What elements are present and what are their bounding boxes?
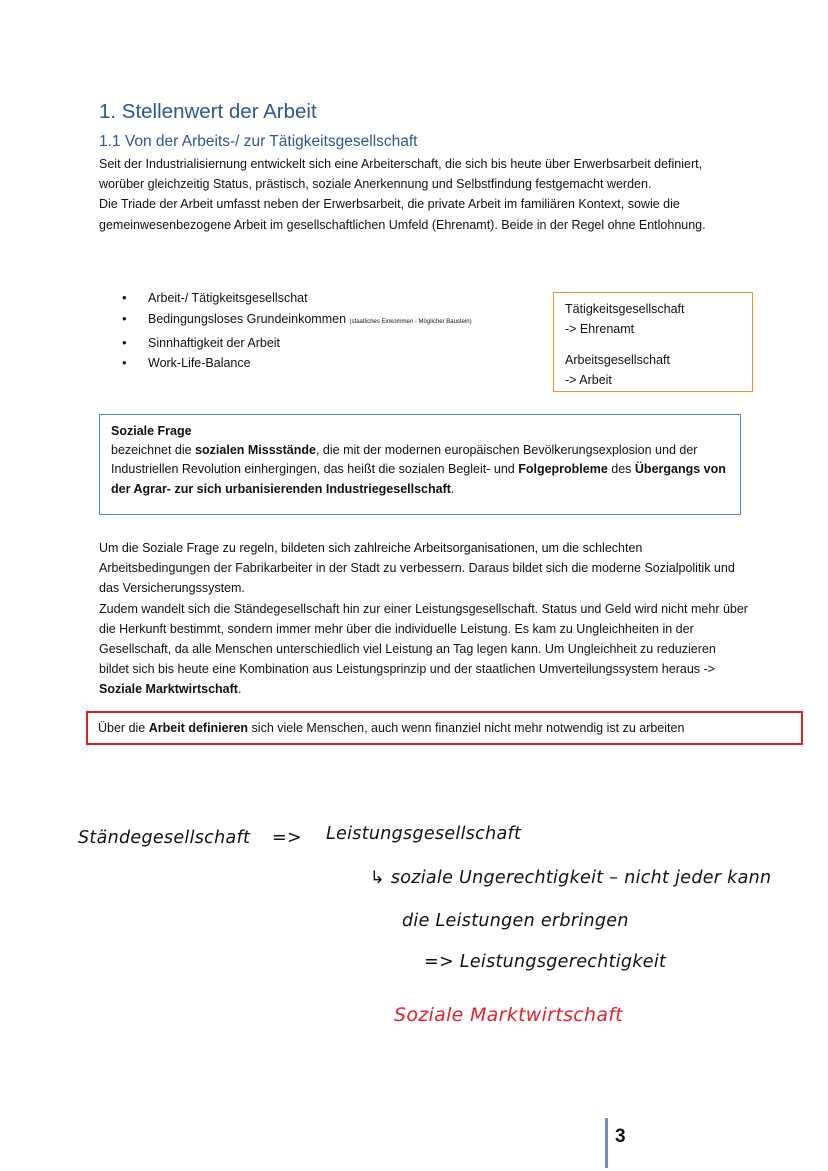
handwriting-staendegesellschaft: Ständegesellschaft [78,828,251,848]
handwriting-leistungsgerechtigkeit: => Leistungsgerechtigkeit [424,952,667,972]
box-line: -> Ehrenamt [565,322,635,336]
list-item: • Arbeit-/ Tätigkeitsgesellschat [118,288,472,309]
intro-paragraph-2: Die Triade der Arbeit umfasst neben der Erwerbsarbeit, die private Arbeit im familiären Kontext, sowie die gemeinwesenbezogene Arbeit im gesellschaftlichen Umfeld (Ehrenamt). Beide in der Regel ohne Entlohnung. [99,197,706,232]
soziale-frage-definition: bezeichnet die sozialen Missstände, die mit der modernen europäischen Bevölkerungsexplosion und der Industriellen Revolution einhergingen, das heißt die sozialen Begleit- und Folgeprobleme des Übergangs von der Agrar- zur sich urbanisierenden Industriegesellschaft. [111,443,726,496]
handwriting-arrow: => [272,828,302,848]
bullet-note: (staatliches Einkommen - Möglicher Baustein) [349,318,472,325]
handwriting-leistungsgesellschaft: Leistungsgesellschaft [326,824,522,844]
box-line: Arbeitsgesellschaft [565,353,670,367]
society-types-box [553,292,753,392]
main-paragraph [99,538,749,700]
handwriting-ungerechtigkeit: ↳ soziale Ungerechtigkeit – nicht jeder kann [370,868,772,888]
box-line: -> Arbeit [565,373,612,387]
box-line: Tätigkeitsgesellschaft [565,302,685,316]
main-paragraph-2: Zudem wandelt sich die Ständegesellschaft hin zur einer Leistungsgesellschaft. Status und Geld wird nicht mehr über die Herkunft bestimmt, sondern immer mehr über die individuelle Leistung. Es kam zu Ungleichheiten in der Gesellschaft, da alle Menschen unterschiedlich viel Leistung an Tag legen kann. Um Ungleichheit zu reduzieren bildet sich bis heute eine Kombination aus Leistungsprinzip und der staatlichen Umverteilungssystem heraus -> Soziale Marktwirtschaft. [99,601,748,697]
bullet-list [118,288,472,374]
heading-2: 1.1 Von der Arbeits-/ zur Tätigkeitsgesellschaft [99,133,418,150]
list-item: • Bedingungsloses Grundeinkommen (staatliches Einkommen - Möglicher Baustein) [118,309,472,333]
heading-1: 1. Stellenwert der Arbeit [99,100,317,123]
main-paragraph-1: Um die Soziale Frage zu regeln, bildeten sich zahlreiche Arbeitsorganisationen, um die schlechten Arbeitsbedingungen der Fabrikarbeiter in der Stadt zu verbessern. Daraus bildet sich die moderne Sozialpolitik und das Versicherungssystem. [99,541,735,596]
key-statement-box: Über die Arbeit definieren sich viele Menschen, auch wenn finanziel nicht mehr notwendig ist zu arbeiten [86,711,803,745]
soziale-frage-box [99,414,741,515]
page-number-rule [605,1118,608,1168]
handwriting-leistungen: die Leistungen erbringen [402,911,629,931]
intro-paragraph [99,154,739,235]
intro-paragraph-1: Seit der Industrialisiernung entwickelt sich eine Arbeiterschaft, die sich bis heute über Erwerbsarbeit definiert, worüber gleichzeitig Status, prästisch, soziale Anerkennung und Selbstfindung festgemacht werden. [99,157,703,192]
handwriting-soziale-marktwirtschaft: Soziale Marktwirtschaft [394,1004,624,1026]
soziale-frage-title: Soziale Frage [111,424,192,438]
page-number: 3 [615,1126,626,1147]
list-item: • Sinnhaftigkeit der Arbeit [118,333,472,354]
list-item: • Work-Life-Balance [118,353,472,374]
